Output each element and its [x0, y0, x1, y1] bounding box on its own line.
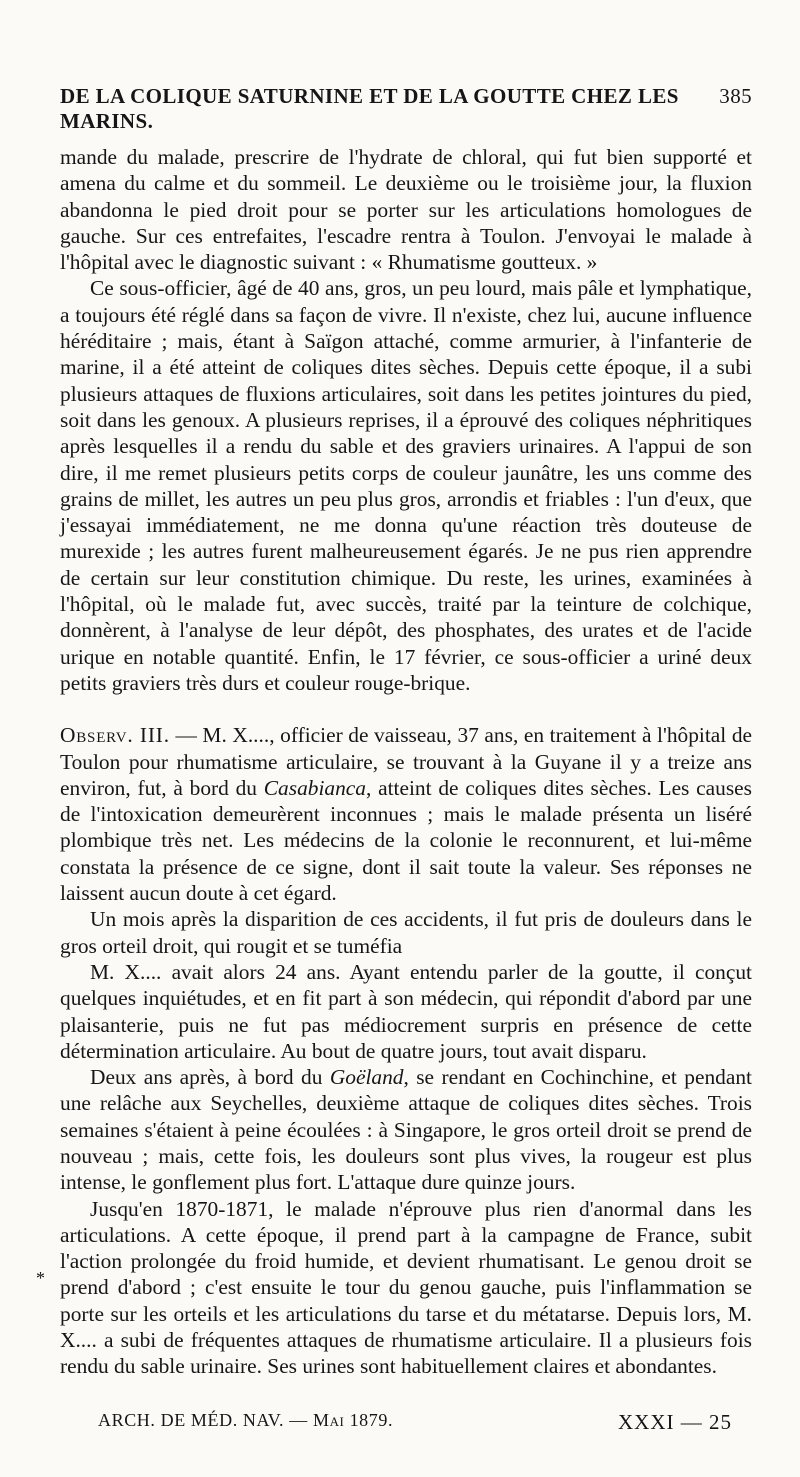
page-number: 385 [719, 84, 752, 108]
observation-text: , atteint de coliques dites sèches. Les causes de l'intoxication demeurèrent inconnues ; mais le malade présenta un liséré plombique très net. Les médecins de la colonie le reconnurent, et lui-même constata la présence de ce signe, dont il sait toute la valeur. Ses réponses ne laissent aucun doute à cet égard. [60, 775, 752, 906]
observation-text: — M. X...., officier de vaisseau, 37 ans, en traitement à l'hôpital de Toulon pour rhumatisme articulaire, se trouvant à la Guyane il y a treize ans environ, fut, à bord du [60, 723, 753, 800]
ship-name: Goëland [329, 1065, 404, 1090]
paragraph: mande du malade, prescrire de l'hydrate de chloral, qui fut bien supporté et amena du calme et du sommeil. Le deuxième ou le troisième jour, la fluxion abandonna le pied droit pour se porter sur les articulations homologues de gauche. Sur ces entrefaites, l'escadre rentra à Toulon. J'envoyai le malade à l'hôpital avec le diagnostic suivant : « Rhumatisme goutteux. » [60, 145, 752, 275]
paragraph [60, 1064, 752, 1195]
observation-paragraph [60, 722, 752, 906]
paragraph: M. X.... avait alors 24 ans. Ayant entendu parler de la goutte, il conçut quelques inquiétudes, et en fit part à son médecin, qui répondit d'abord par une plaisanterie, puis ne fut pas médiocrement surpris en présence de cette détermination articulaire. Au bout de quatre jours, tout avait disparu. [60, 959, 752, 1063]
paragraph-text: , se rendant en Cochinchine, et pendant une relâche aux Seychelles, deuxième attaque de coliques dites sèches. Trois semaines s'étaient à peine écoulées : à Singapore, le gros orteil droit se prend de nouveau ; mais, cette fois, les douleurs sont plus vives, la rougeur est plus intense, le gonflement plus fort. L'attaque dure quinze jours. [60, 1065, 752, 1195]
paragraph: Un mois après la disparition de ces accidents, il fut pris de douleurs dans le gros orteil droit, qui rougit et se tuméfia [60, 907, 752, 958]
running-header [60, 84, 752, 134]
page-footer [0, 1410, 800, 1435]
observation-label: Observ. III. [60, 723, 170, 748]
margin-mark: * [36, 1268, 45, 1288]
journal-reference: ARCH. DE MÉD. NAV. — Mai 1879. [98, 1410, 394, 1430]
paragraph: Ce sous-officier, âgé de 40 ans, gros, un peu lourd, mais pâle et lymphatique, a toujours été réglé dans sa façon de vivre. Il n'existe, chez lui, aucune influence héréditaire ; mais, étant à Saïgon attaché, comme armurier, à l'infanterie de marine, il a été atteint de coliques dites sèches. Depuis cette époque, il a subi plusieurs attaques de fluxions articulaires, soit dans les petites jointures du pied, soit dans les genoux. A plusieurs reprises, il a éprouvé des coliques néphritiques après lesquelles il a rendu du sable et des graviers urinaires. A l'appui de son dire, il me remet plusieurs petits corps de couleur jaunâtre, les uns comme des grains de millet, les autres un peu plus gros, arrondis et friables : l'un d'eux, que j'essayai immédiatement, ne me donna qu'une réaction très douteuse de murexide ; les autres furent malheureusement égarés. Je ne pus rien apprendre de certain sur leur constitution chimique. Du reste, les urines, examinées à l'hôpital, où le malade fut, avec succès, traité par la teinture de colchique, donnèrent, à l'analyse de leur dépôt, des phosphates, des urates et de l'acide urique en notable quantité. Enfin, le 17 février, ce sous-officier a uriné deux petits graviers très durs et couleur rouge-brique. [60, 276, 752, 695]
body-text [60, 144, 752, 1380]
paragraph: Jusqu'en 1870-1871, le malade n'éprouve plus rien d'anormal dans les articulations. A cette époque, il prend part à la campagne de France, subit l'action prolongée du froid humide, et devient rhumatisant. Le genou droit se prend d'abord ; c'est ensuite le tour du genou gauche, puis l'inflammation se porte sur les orteils et les articulations du tarse et du métatarse. Depuis lors, M. X.... a subi de fréquentes attaques de rhumatisme articulaire. Il a plusieurs fois rendu du sable urinaire. Ses urines sont habituellement claires et abondantes. [60, 1196, 752, 1379]
ship-name: Casabianca [263, 775, 366, 800]
running-title: DE LA COLIQUE SATURNINE ET DE LA GOUTTE CHEZ LES MARINS. [60, 84, 679, 133]
signature-mark: XXXI — 25 [618, 1410, 732, 1434]
paragraph-text: Deux ans après, à bord du [90, 1065, 330, 1090]
